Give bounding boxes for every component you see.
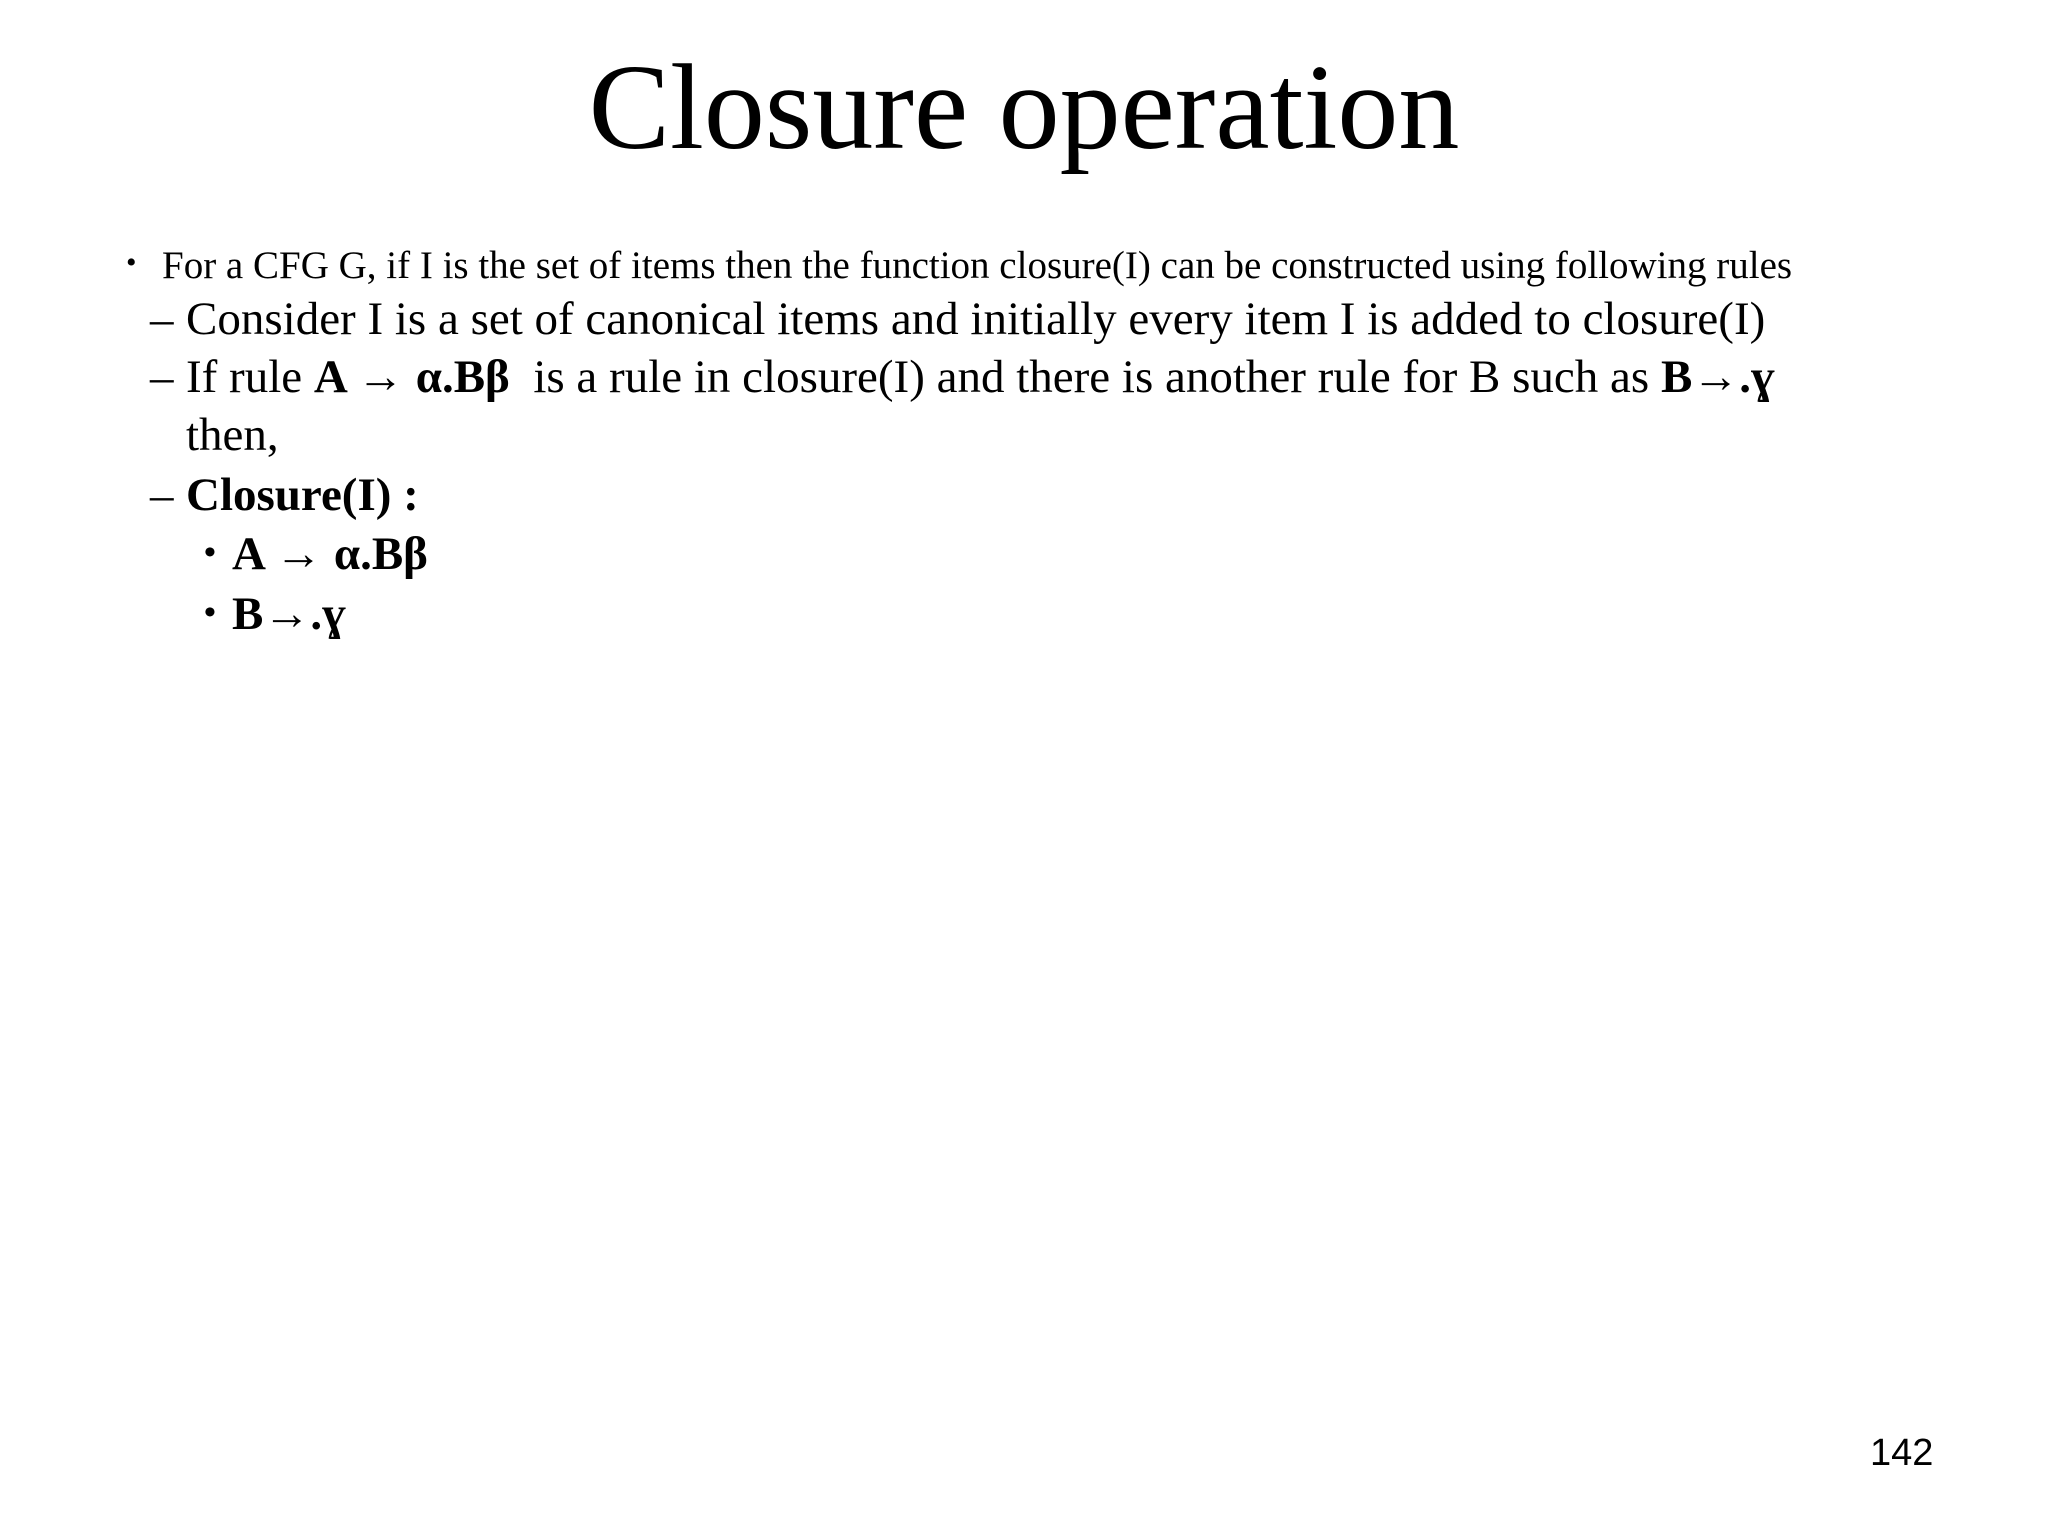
sub-bullet-consider-text: Consider I is a set of canonical items and initially every item I is added to closure(I) xyxy=(186,293,1766,345)
dash-icon: – xyxy=(150,351,174,403)
dash-icon: – xyxy=(150,469,174,521)
rule-b-bold: B→.ɣ xyxy=(1660,351,1775,403)
sub-bullet-if-rule-continuation: then, xyxy=(186,409,279,461)
bullet-dot-icon: • xyxy=(204,594,216,631)
if-rule-pre: If rule xyxy=(186,351,314,403)
closure-item-text: B→.ɣ xyxy=(232,588,346,640)
sub-bullet-consider xyxy=(150,290,1765,348)
bullet-intro xyxy=(126,238,1792,291)
slide-title: Closure operation xyxy=(588,40,1460,175)
if-rule-mid: is a rule in closure(I) and there is another rule for B such as xyxy=(509,351,1661,403)
closure-item xyxy=(204,524,428,583)
sub-bullet-closure xyxy=(150,466,419,524)
bullet-intro-text: For a CFG G, if I is the set of items then the function closure(I) can be constructed using following rules xyxy=(162,244,1793,287)
page-number: 142 xyxy=(1870,1432,1934,1474)
bullet-dot-icon: • xyxy=(204,534,216,571)
sub-bullet-if-rule xyxy=(150,348,1775,406)
closure-item-text: A → α.Bβ xyxy=(232,528,428,580)
bullet-dot-icon: • xyxy=(126,246,137,279)
closure-label: Closure(I) : xyxy=(186,469,419,521)
rule-a-bold: A → α.Bβ xyxy=(313,351,510,403)
closure-item xyxy=(204,584,346,643)
dash-icon: – xyxy=(150,293,174,345)
